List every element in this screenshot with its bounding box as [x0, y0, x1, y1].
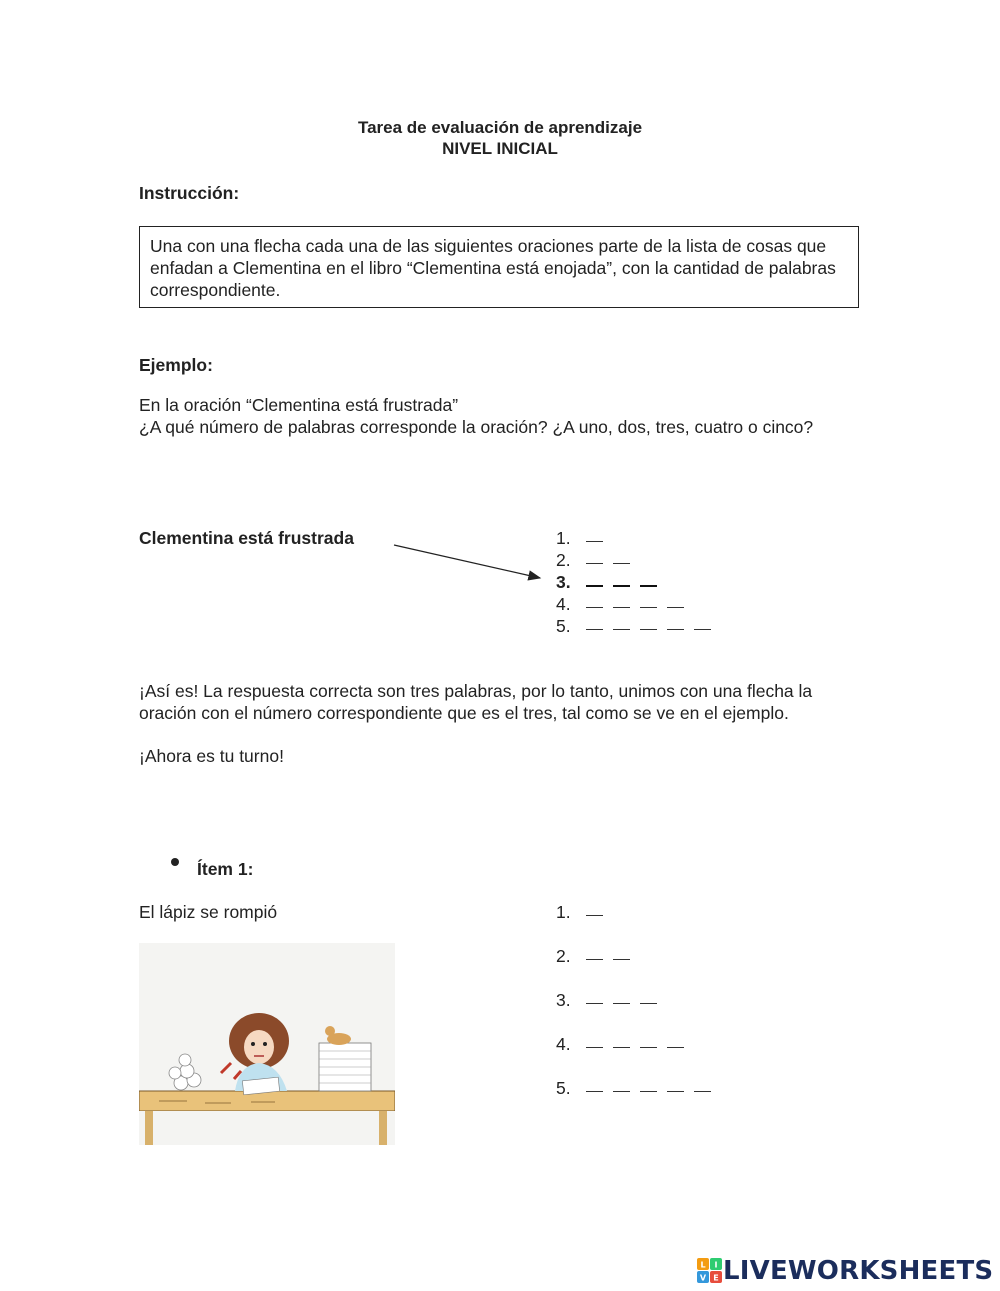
- word-blank: [640, 571, 657, 587]
- example-question-line1: En la oración “Clementina está frustrada”: [139, 395, 459, 415]
- option-number: 2.: [556, 946, 571, 966]
- word-blank: [613, 571, 630, 587]
- word-blank: [640, 1033, 657, 1048]
- example-option-4: [556, 593, 694, 615]
- word-blank: [586, 571, 603, 587]
- example-option-1: [556, 527, 613, 549]
- option-number: 5.: [556, 616, 571, 636]
- word-blank: [613, 593, 630, 608]
- example-explanation: ¡Así es! La respuesta correcta son tres palabras, por lo tanto, unimos con una flecha la oración con el número correspondiente que es el tres, tal como se ve en el ejemplo.: [139, 681, 813, 723]
- word-blank: [667, 1033, 684, 1048]
- option-number: 4.: [556, 1034, 571, 1054]
- word-blank: [613, 549, 630, 564]
- word-blank: [640, 989, 657, 1004]
- word-blank: [667, 593, 684, 608]
- word-blank: [640, 615, 657, 630]
- svg-text:L: L: [700, 1260, 706, 1270]
- word-blank: [586, 901, 603, 916]
- logo-badge-icon: [697, 1258, 723, 1284]
- option-number: 4.: [556, 594, 571, 614]
- word-blank: [667, 1077, 684, 1092]
- example-question-line2: ¿A qué número de palabras corresponde la oración? ¿A uno, dos, tres, cuatro o cinco?: [139, 417, 814, 437]
- option-number: 5.: [556, 1078, 571, 1098]
- svg-text:V: V: [699, 1273, 707, 1283]
- svg-text:I: I: [714, 1260, 718, 1270]
- word-blank: [586, 1033, 603, 1048]
- your-turn-text: ¡Ahora es tu turno!: [139, 746, 284, 766]
- word-blank: [586, 593, 603, 608]
- option-number: 3.: [556, 572, 571, 592]
- word-blank: [613, 1033, 630, 1048]
- item1-option-3[interactable]: [556, 989, 667, 1011]
- arrow-line: [394, 545, 540, 578]
- word-blank: [586, 945, 603, 960]
- bullet-icon: [171, 858, 179, 866]
- option-number: 3.: [556, 990, 571, 1010]
- svg-text:E: E: [713, 1273, 719, 1283]
- option-number: 1.: [556, 902, 571, 922]
- item1-option-1[interactable]: [556, 901, 613, 923]
- worksheet-title: Tarea de evaluación de aprendizaje: [357, 118, 643, 137]
- word-blank: [640, 593, 657, 608]
- word-blank: [640, 1077, 657, 1092]
- word-blank: [694, 615, 711, 630]
- item1-label: Ítem 1:: [197, 859, 254, 879]
- word-blank: [613, 615, 630, 630]
- logo-text: LIVEWORKSHEETS: [723, 1256, 994, 1286]
- example-option-3: [556, 571, 667, 593]
- word-blank: [586, 1077, 603, 1092]
- instruction-text: Una con una flecha cada una de las siguientes oraciones parte de la lista de cosas que enfadan a Clementina en el libro “Clementina está enojada”, con la cantidad de palabras correspondiente.: [150, 236, 836, 300]
- word-blank: [613, 945, 630, 960]
- word-blank: [694, 1077, 711, 1092]
- word-blank: [613, 989, 630, 1004]
- word-blank: [613, 1077, 630, 1092]
- word-blank: [667, 615, 684, 630]
- word-blank: [586, 549, 603, 564]
- instruction-label: Instrucción:: [139, 183, 240, 203]
- worksheet-level: NIVEL INICIAL: [442, 139, 558, 158]
- word-blank: [586, 989, 603, 1004]
- example-sentence: Clementina está frustrada: [139, 528, 354, 548]
- example-option-5: [556, 615, 721, 637]
- option-number: 1.: [556, 528, 571, 548]
- item1-option-2[interactable]: [556, 945, 640, 967]
- example-option-2: [556, 549, 640, 571]
- example-label: Ejemplo:: [139, 355, 213, 375]
- word-blank: [586, 527, 603, 542]
- item1-option-4[interactable]: [556, 1033, 694, 1055]
- word-blank: [586, 615, 603, 630]
- liveworksheets-logo: [697, 1256, 993, 1286]
- item1-sentence[interactable]: El lápiz se rompió: [139, 902, 278, 922]
- item1-option-5[interactable]: [556, 1077, 721, 1099]
- girl-at-desk-illustration: [139, 943, 395, 1145]
- option-number: 2.: [556, 550, 571, 570]
